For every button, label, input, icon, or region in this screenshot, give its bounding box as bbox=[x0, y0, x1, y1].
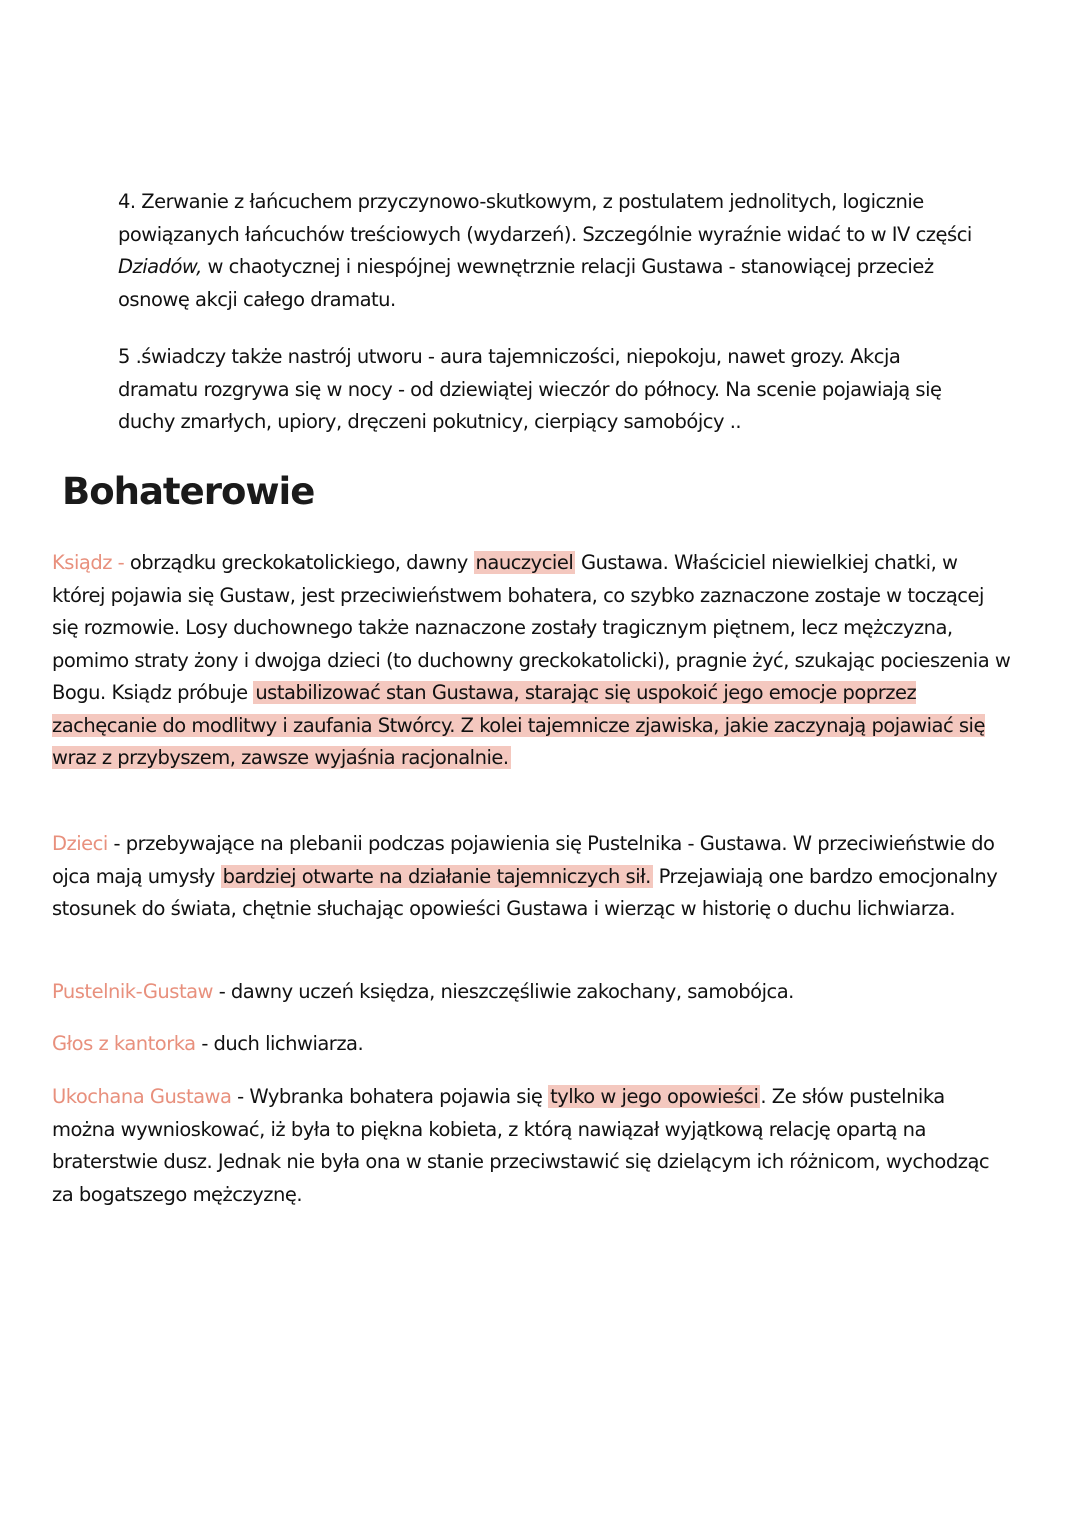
character-pustelnik bbox=[52, 976, 1012, 1009]
character-name-glos: Głos z kantorka bbox=[52, 1032, 196, 1055]
section-heading: Bohaterowie bbox=[62, 470, 315, 513]
character-dzieci bbox=[52, 828, 1012, 926]
ksiadz-text-2: Gustawa. Właściciel niewielkiej chatki, w której pojawia się Gustaw, jest przeciwieństwem bohatera, co szybko zaznaczone zostaje w toczącej się rozmowie. Losy duchownego także naznaczone zostały tragicznym piętnem, lecz mężczyzna, pomimo straty żony i dwojga dzieci (to duchowny greckokatolicki), pragnie żyć, szukając pocieszenia w Bogu. Ksiądz próbuje bbox=[52, 551, 1011, 704]
highlight: tylko w jego opowieści bbox=[550, 1085, 759, 1108]
highlight: ustabilizować stan Gustawa, starając się uspokoić jego emocje poprzez zachęcanie do modlitwy i zaufania Stwórcy. Z kolei tajemnicze zjawiska, jakie zaczynają pojawiać się wraz z przybyszem, zawsze wyjaśnia racjonalnie. bbox=[52, 681, 985, 769]
character-ksiadz bbox=[52, 547, 1012, 775]
p4-text-before: 4. Zerwanie z łańcuchem przyczynowo-skutkowym, z postulatem jednolitych, logicznie powiązanych łańcuchów treściowych (wydarzeń). Szczególnie wyraźnie widać to w IV części bbox=[118, 190, 972, 246]
character-name-dzieci: Dzieci bbox=[52, 832, 108, 855]
ukochana-text-2: . Ze słów pustelnika można wywnioskować, iż była to piękna kobieta, z którą nawiązał wyjątkową relację opartą na braterstwie dusz. Jednak nie była ona w stanie przeciwstawić się dzielącym ich różnicom, wychodząc za bogatszego mężczyznę. bbox=[52, 1085, 990, 1206]
highlight: bardziej otwarte na działanie tajemniczych sił. bbox=[222, 864, 651, 888]
character-name-ksiadz: Ksiądz - bbox=[52, 551, 125, 574]
p4-title: Dziadów, bbox=[118, 255, 202, 278]
dzieci-text-1: - przebywające na plebanii podczas pojawienia się Pustelnika - Gustawa. W przeciwieństwie do ojca mają umysły bbox=[52, 832, 995, 888]
highlight: nauczyciel bbox=[475, 551, 574, 574]
ukochana-text-1: - Wybranka bohatera pojawia się bbox=[231, 1085, 549, 1108]
glos-text: - duch lichwiarza. bbox=[195, 1032, 364, 1055]
character-ukochana bbox=[52, 1081, 1012, 1211]
p4-text-after: w chaotycznej i niespójnej wewnętrznie relacji Gustawa - stanowiącej przecież osnowę akcji całego dramatu. bbox=[118, 255, 934, 311]
pustelnik-text: - dawny uczeń księdza, nieszczęśliwie zakochany, samobójca. bbox=[213, 980, 794, 1003]
intro-paragraph-5: 5 .świadczy także nastrój utworu - aura tajemniczości, niepokoju, nawet grozy. Akcja dramatu rozgrywa się w nocy - od dziewiątej wieczór do północy. Na scenie pojawiają się duchy zmarłych, upiory, dręczeni pokutnicy, cierpiący samobójcy .. bbox=[118, 345, 942, 433]
ksiadz-text-1: obrządku greckokatolickiego, dawny bbox=[124, 551, 474, 574]
intro-paragraph-4 bbox=[118, 186, 978, 316]
character-name-ukochana: Ukochana Gustawa bbox=[52, 1085, 232, 1108]
character-glos bbox=[52, 1028, 1012, 1061]
dzieci-text-2: Przejawiają one bardzo emocjonalny stosunek do świata, chętnie słuchając opowieści Gustawa i wierząc w historię o duchu lichwiarza. bbox=[52, 864, 998, 920]
character-name-pustelnik: Pustelnik-Gustaw bbox=[52, 980, 213, 1003]
